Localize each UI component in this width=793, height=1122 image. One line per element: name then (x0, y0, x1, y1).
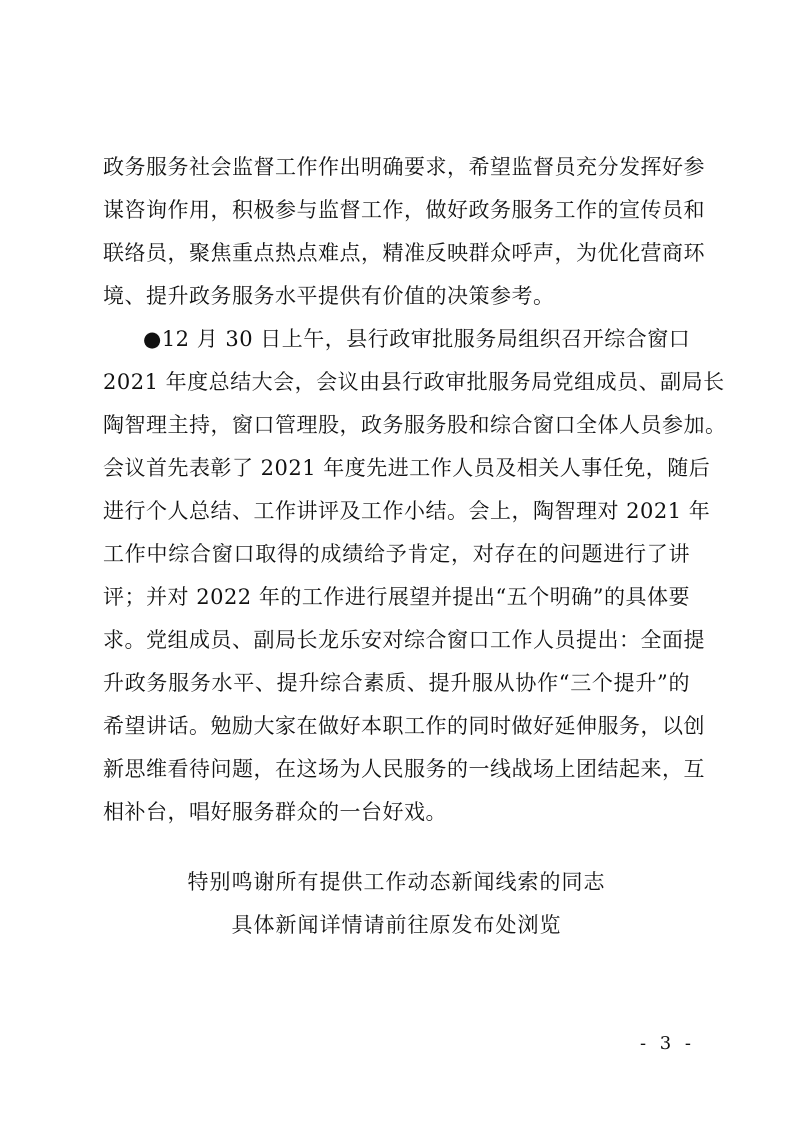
paragraph-line: 会议首先表彰了 2021 年度先进工作人员及相关人事任免，随后 (103, 456, 711, 480)
paragraph-line: 希望讲话。勉励大家在做好本职工作的同时做好延伸服务，以创 (103, 714, 705, 738)
paragraph-line: 境、提升政务服务水平提供有价值的决策参考。 (103, 284, 555, 308)
paragraph-line: 政务服务社会监督工作作出明确要求，希望监督员充分发挥好参 (103, 155, 705, 179)
paragraph-line: 求。党组成员、副局长龙乐安对综合窗口工作人员提出：全面提 (103, 628, 705, 652)
paragraph-line: 陶智理主持，窗口管理股，政务服务股和综合窗口全体人员参加。 (103, 413, 727, 437)
paragraph-line: 谋咨询作用，积极参与监督工作，做好政务服务工作的宣传员和 (103, 198, 705, 222)
paragraph-line: 评；并对 2022 年的工作进行展望并提出“五个明确”的具体要 (103, 585, 690, 609)
page-number: - 3 - (639, 1033, 695, 1054)
source-note: 具体新闻详情请前往原发布处浏览 (231, 913, 562, 937)
paragraph-line: 联络员，聚焦重点热点难点，精准反映群众呼声，为优化营商环 (103, 241, 705, 265)
paragraph-line: 2021 年度总结大会，会议由县行政审批服务局党组成员、副局长 (103, 370, 725, 394)
paragraph-line: 工作中综合窗口取得的成绩给予肯定，对存在的问题进行了讲 (103, 542, 690, 566)
paragraph-line: ●12 月 30 日上午，县行政审批服务局组织召开综合窗口 (143, 327, 691, 351)
paragraph-line: 相补台，唱好服务群众的一台好戏。 (103, 800, 447, 824)
paragraph-line: 新思维看待问题，在这场为人民服务的一线战场上团结起来，互 (103, 757, 705, 781)
paragraph-line: 升政务服务水平、提升综合素质、提升服从协作“三个提升”的 (103, 671, 690, 695)
paragraph-line: 进行个人总结、工作讲评及工作小结。会上，陶智理对 2021 年 (103, 499, 711, 523)
thanks-note: 特别鸣谢所有提供工作动态新闻线索的同志 (187, 870, 606, 894)
